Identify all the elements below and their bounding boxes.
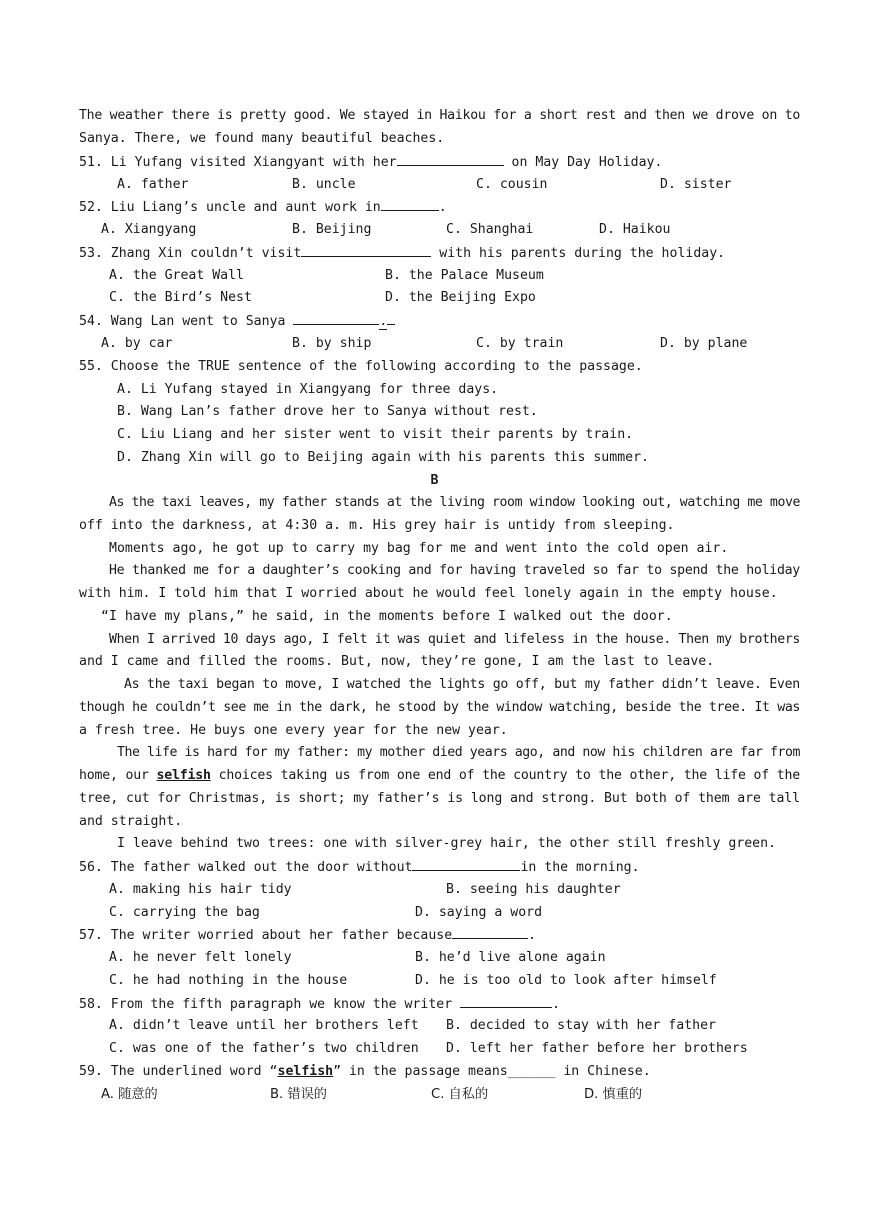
q57-blank — [452, 926, 528, 939]
q59-option-c: C. 自私的 — [431, 1087, 489, 1102]
q51-stem-b: on May Day Holiday. — [503, 155, 663, 170]
question-58 — [79, 995, 560, 1014]
q57-option-b: B. he’d live alone again — [415, 950, 606, 965]
q55-option-d: D. Zhang Xin will go to Beijing again with his parents this summer. — [117, 450, 649, 465]
q53-stem-a: 53. Zhang Xin couldn’t visit — [79, 246, 302, 261]
underlined-word-selfish: selfish — [156, 768, 211, 783]
q52-option-c: C. Shanghai — [446, 222, 534, 237]
question-52 — [79, 198, 447, 217]
intro-line-1: The weather there is pretty good. We stayed in Haikou for a short rest and then we drove on to — [79, 108, 801, 123]
passage-p6-line2: though he couldn’t see me in the dark, he stood by the window watching, beside the tree. It was — [79, 700, 801, 715]
passage-p7-line1: The life is hard for my father: my mother died years ago, and now his children are far from — [117, 745, 801, 760]
q59-underlined-word: selfish — [277, 1064, 334, 1079]
question-56 — [79, 858, 640, 877]
q56-stem-b: in the morning. — [520, 860, 640, 875]
q56-option-b: B. seeing his daughter — [446, 882, 621, 897]
q52-option-a: A. Xiangyang — [101, 222, 197, 237]
q51-blank — [397, 153, 504, 166]
question-53 — [79, 244, 725, 263]
q52-blank — [381, 198, 439, 211]
q55-option-a: A. Li Yufang stayed in Xiangyang for three days. — [117, 382, 499, 397]
q54-option-c: C. by train — [476, 336, 564, 351]
q52-stem-b: . — [438, 200, 447, 215]
q59-option-d: D. 慎重的 — [584, 1087, 643, 1102]
q56-blank — [412, 858, 520, 871]
q58-option-a: A. didn’t leave until her brothers left — [109, 1018, 419, 1033]
q59-stem-a: 59. The underlined word “ — [79, 1064, 278, 1079]
q54-option-a: A. by car — [101, 336, 173, 351]
q53-stem-b: with his parents during the holiday. — [431, 246, 726, 261]
q58-option-d: D. left her father before her brothers — [446, 1041, 748, 1056]
q53-option-d: D. the Beijing Expo — [385, 290, 536, 305]
q53-option-b: B. the Palace Museum — [385, 268, 544, 283]
passage-p5-line2: and I came and filled the rooms. But, now, they’re gone, I am the last to leave. — [79, 654, 715, 669]
passage-p4: “I have my plans,” he said, in the moments before I walked out the door. — [101, 609, 673, 624]
q58-stem-b: . — [552, 997, 561, 1012]
q51-option-a: A. father — [117, 177, 189, 192]
passage-p6-line1: As the taxi began to move, I watched the lights go off, but my father didn’t leave. Even — [124, 677, 800, 692]
q57-option-d: D. he is too old to look after himself — [415, 973, 717, 988]
passage-p7-line3: tree, cut for Christmas, is short; my father’s is long and strong. But both of them are tall — [79, 791, 800, 806]
passage-p3-line2: with him. I told him that I worried about he would feel lonely again in the empty house. — [79, 586, 778, 601]
q53-option-c: C. the Bird’s Nest — [109, 290, 252, 305]
question-55: 55. Choose the TRUE sentence of the following according to the passage. — [79, 359, 643, 374]
q58-blank — [460, 995, 552, 1008]
q51-option-c: C. cousin — [476, 177, 548, 192]
q57-stem-b: . — [528, 928, 537, 943]
passage-p1-line1: As the taxi leaves, my father stands at the living room window looking out, watching me move — [109, 495, 800, 510]
q56-option-d: D. saying a word — [415, 905, 543, 920]
q56-option-c: C. carrying the bag — [109, 905, 260, 920]
question-54 — [79, 312, 395, 331]
q58-option-b: B. decided to stay with her father — [446, 1018, 716, 1033]
q53-option-a: A. the Great Wall — [109, 268, 244, 283]
question-57 — [79, 926, 536, 945]
passage-p5-line1: When I arrived 10 days ago, I felt it was quiet and lifeless in the house. Then my brothers — [109, 632, 801, 647]
q58-option-c: C. was one of the father’s two children — [109, 1041, 419, 1056]
q54-option-d: D. by plane — [660, 336, 748, 351]
passage-p1-line2: off into the darkness, at 4:30 a. m. His grey hair is untidy from sleeping. — [79, 518, 675, 533]
q54-option-b: B. by ship — [292, 336, 372, 351]
q53-blank — [301, 244, 431, 257]
q57-stem-a: 57. The writer worried about her father because — [79, 928, 453, 943]
q51-option-d: D. sister — [660, 177, 732, 192]
q57-option-a: A. he never felt lonely — [109, 950, 292, 965]
q59-option-a: A. 随意的 — [101, 1087, 158, 1102]
passage-p8: I leave behind two trees: one with silver-grey hair, the other still freshly green. — [117, 836, 776, 851]
q54-blank-tail — [387, 312, 395, 325]
q51-option-b: B. uncle — [292, 177, 356, 192]
passage-p7-line2 — [79, 767, 800, 785]
intro-line-2: Sanya. There, we found many beautiful beaches. — [79, 131, 445, 146]
q54-blank — [293, 312, 379, 325]
q59-stem-b: ” in the passage means______ in Chinese. — [333, 1064, 651, 1079]
q56-option-a: A. making his hair tidy — [109, 882, 292, 897]
passage-p7-line4: and straight. — [79, 814, 183, 829]
q58-stem-a: 58. From the fifth paragraph we know the writer — [79, 997, 461, 1012]
question-51 — [79, 153, 662, 172]
section-b-heading: B — [430, 473, 439, 488]
q52-option-d: D. Haikou — [599, 222, 671, 237]
passage-p6-line3: a fresh tree. He buys one every year for the new year. — [79, 723, 508, 738]
q54-stem-a: 54. Wang Lan went to Sanya — [79, 314, 294, 329]
q52-option-b: B. Beijing — [292, 222, 372, 237]
q57-option-c: C. he had nothing in the house — [109, 973, 348, 988]
passage-p3-line1: He thanked me for a daughter’s cooking and for having traveled so far to spend the holiday — [109, 563, 800, 578]
q59-option-b: B. 错误的 — [270, 1087, 327, 1102]
q54-stem-b: . — [379, 314, 388, 329]
q55-option-c: C. Liu Liang and her sister went to visit their parents by train. — [117, 427, 634, 442]
q51-stem-a: 51. Li Yufang visited Xiangyant with her — [79, 155, 397, 170]
q55-option-b: B. Wang Lan’s father drove her to Sanya without rest. — [117, 404, 538, 419]
question-59 — [79, 1063, 651, 1081]
q52-stem-a: 52. Liu Liang’s uncle and aunt work in — [79, 200, 381, 215]
q56-stem-a: 56. The father walked out the door without — [79, 860, 413, 875]
p7-line2-pre: home, our — [79, 768, 157, 783]
passage-p2: Moments ago, he got up to carry my bag for me and went into the cold open air. — [109, 541, 729, 556]
p7-line2-post: choices taking us from one end of the country to the other, the life of the — [210, 768, 801, 783]
